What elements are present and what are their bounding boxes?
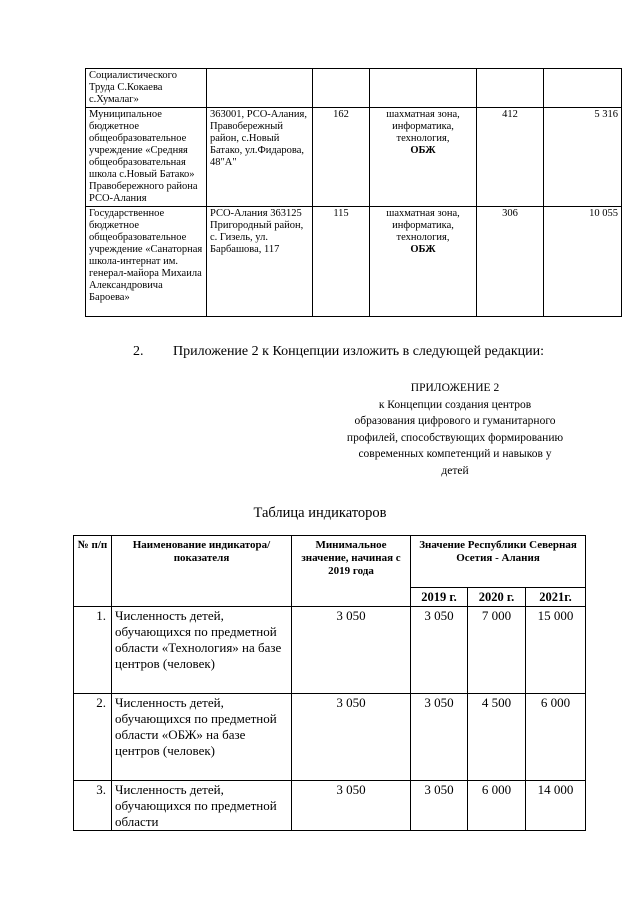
header-year: 2019 г. [411,588,468,607]
school-address: РСО-Алания 363125 Пригородный район, с. Гизель, ул. Барбашова, 117 [207,207,313,317]
school-students [313,69,370,108]
header-min: Минимальное значение, начиная с 2019 года [292,536,411,607]
school-address [207,69,313,108]
school-students: 115 [313,207,370,317]
appendix-line: детей [441,464,469,477]
appendix-header [320,380,590,479]
table-row [86,207,622,317]
row-name: Численность детей, обучающихся по предметной области [112,781,292,831]
school-cost: 5 316 [544,108,622,207]
table-row [86,108,622,207]
table-row [74,781,586,831]
row-2020: 6 000 [468,781,526,831]
zones-bold-text: ОБЖ [410,244,436,255]
school-address: 363001, РСО-Алания, Правобережный район, с.Новый Батако, ул.Фидарова, 48"А" [207,108,313,207]
row-min: 3 050 [292,607,411,694]
school-area [477,69,544,108]
row-min: 3 050 [292,781,411,831]
amendment-item [133,343,544,361]
table-row [74,607,586,694]
school-zones [370,108,477,207]
row-2020: 7 000 [468,607,526,694]
school-name: Социалистического Труда С.Кокаева с.Хумалаг» [86,69,207,108]
row-2021: 6 000 [526,694,586,781]
row-name: Численность детей, обучающихся по предметной области «Технология» на базе центров (человек) [112,607,292,694]
school-name: Государственное бюджетное общеобразовательное учреждение «Санаторная школа-интернат им. генерал-майора Михаила Александровича Бароева» [86,207,207,317]
school-area: 412 [477,108,544,207]
school-cost: 10 055 [544,207,622,317]
header-region: Значение Республики Северная Осетия - Алания [411,536,586,588]
schools-table [85,68,622,317]
school-zones [370,207,477,317]
row-2021: 14 000 [526,781,586,831]
indicators-table [73,535,586,831]
row-2021: 15 000 [526,607,586,694]
zones-text: шахматная зона, информатика, технология, [386,208,460,243]
appendix-line: профилей, способствующих формированию [346,431,564,444]
row-num: 2. [74,694,112,781]
item-number: 2. [133,344,144,359]
header-name: Наименование индикатора/показателя [112,536,292,607]
row-2019: 3 050 [411,781,468,831]
table-row [74,694,586,781]
school-cost [544,69,622,108]
header-row [74,536,586,588]
school-zones [370,69,477,108]
row-name: Численность детей, обучающихся по предметной области «ОБЖ» на базе центров (человек) [112,694,292,781]
appendix-line: современных компетенций и навыков у [358,448,552,460]
row-2020: 4 500 [468,694,526,781]
appendix-line: образования цифрового и гуманитарного [354,415,556,427]
header-num: № п/п [74,536,112,607]
row-2019: 3 050 [411,607,468,694]
row-2019: 3 050 [411,694,468,781]
appendix-line: к Концепции создания центров [378,398,532,411]
school-name: Муниципальное бюджетное общеобразовательное учреждение «Средняя общеобразовательная школа с.Новый Батако» Правобережного района РСО-Алания [86,108,207,207]
table-row [86,69,622,108]
row-num: 1. [74,607,112,694]
school-area: 306 [477,207,544,317]
appendix-title: ПРИЛОЖЕНИЕ 2 [410,382,500,394]
indicators-table-title: Таблица индикаторов [253,505,387,521]
zones-bold-text: ОБЖ [410,145,436,156]
item-text: Приложение 2 к Концепции изложить в следующей редакции: [173,344,545,359]
header-year: 2021г. [526,588,586,607]
header-year: 2020 г. [468,588,526,607]
zones-text: шахматная зона, информатика, технология, [386,109,460,144]
row-min: 3 050 [292,694,411,781]
row-num: 3. [74,781,112,831]
school-students: 162 [313,108,370,207]
